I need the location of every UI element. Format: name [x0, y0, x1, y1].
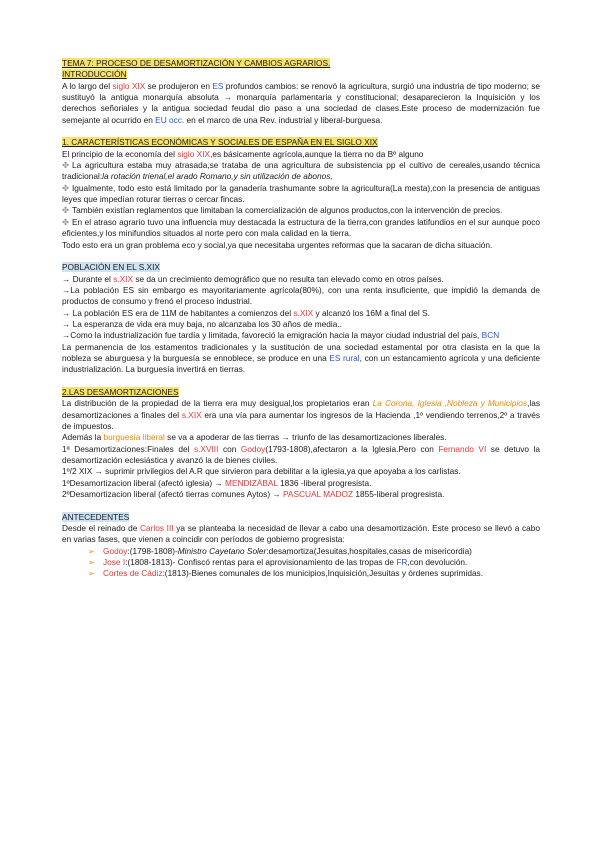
antecedentes-paragraph: Desde el reinado de Carlos III ya se planteaba la necesidad de llevar a cabo una desamortización. Este proceso se llevó a cabo en varias fases, que vienen a coincidir con períodos de gobierno progresista:: [62, 523, 540, 545]
poblacion-heading: POBLACIÓN EN EL S.XIX: [62, 262, 160, 273]
antecedentes-heading: ANTECEDENTES: [62, 511, 130, 522]
section-1-intro: El principio de la economía del siglo XIX,es básicamente agrícola,aunque la tierra no da Bº alguno: [62, 148, 424, 159]
document-page: [62, 58, 540, 580]
arrow-bullet-icon: ➢: [88, 558, 95, 568]
list-item: ✤ En el atraso agrario tuvo una influencia muy destacada la estructura de la tierra,con grandes latifundios en el sur aunque poco eficientes,y los minifundios situados al norte pero con mala calidad en la tierra.: [62, 216, 540, 239]
list-item: → Durante el s.XIX se da un crecimiento demográfico que no resulta tan elevado como en otros países.: [62, 273, 444, 284]
bullet-icon: ✤: [62, 205, 69, 216]
arrow-bullet-icon: ➢: [88, 569, 95, 579]
bullet-icon: ✤: [62, 216, 69, 227]
section-1-conclusion: Todo esto era un gran problema eco y social,ya que necesitaba urgentes reformas que la sacaran de dicha situación.: [62, 239, 493, 250]
section-2-line: Además la burguesía liberal se va a apoderar de las tierras → triunfo de las desamortizaciones liberales.: [62, 432, 447, 443]
bullet-icon: ✤: [62, 160, 69, 171]
section-2-heading: 2.LAS DESAMORTIZACIONES: [62, 386, 179, 397]
list-item: →La población ES sin embargo es mayoritariamente agrícola(80%), con una renta insuficiente, que impidió la demanda de productos de consumo y frenó el proceso industrial.: [62, 284, 540, 307]
poblacion-paragraph: La permanencia de los estamentos tradicionales y la sustitución de una sociedad estamental por otra clasista en la que la nobleza se aburguesa y la burguesía se ennoblece, se produce en una ES rural, con un estancamiento agrícola y una deficiente industrialización. La burguesía invertirá en tierras.: [62, 341, 540, 375]
section-2-line: 2ºDesamortizacion liberal (afectó tierras comunes Aytos) → PASCUAL MADOZ 1855-liberal progresista.: [62, 489, 445, 500]
page-title: TEMA 7: PROCESO DE DESAMORTIZACIÓN Y CAMBIOS AGRARIOS.: [62, 58, 331, 68]
list-item: ➢ Godoy:(1798-1808)-Ministro Cayetano Soler:desamortiza(Jesuitas,hospitales,casas de misericordia): [88, 545, 472, 556]
antecedentes-list: [88, 546, 540, 580]
section-2-line: 1ª Desamortizaciones:Finales del s.XVIII con Godoy(1793-1808),afectaron a la Iglesia.Pero con Fernando VI se detuvo la desamortización eclesiástica y avanzó la de bienes civiles.: [62, 443, 541, 466]
section-2-line: 1º/2 XIX → suprimir privilegios del A.R que sirvieron para debilitar a la iglesia,ya que apoyaba a los carlistas.: [62, 466, 461, 477]
list-item: →Como la industrialización fue tardía y limitada, favoreció la emigración hacia la mayor ciudad industrial del país, BCN: [62, 330, 500, 341]
list-item: ✤ Igualmente, todo esto está limitado por la ganadería trashumante sobre la agricultura(La mesta),con la presencia de antiguas leyes que impedían roturar tierras o cercar fincas.: [62, 182, 540, 205]
list-item: ✤ La agricultura estaba muy atrasada,se trataba de una agricultura de subsistencia pp el cultivo de cereales,usando técnica tradicional:la rotación trienal,el arado Romano,y sin utilización de abonos,: [62, 160, 540, 182]
list-item: ➢ Cortes de Cádiz:(1813)-Bienes comunales de los municipios,Inquisición,Jesuitas y órdenes suprimidas.: [88, 568, 484, 579]
bullet-icon: ✤: [62, 182, 69, 193]
section-1-heading: 1. CARACTERÍSTICAS ECONÓMICAS Y SOCIALES DE ESPAÑA EN EL SIGLO XIX: [62, 137, 378, 148]
list-item: ➢ Jose I:(1808-1813)- Confiscó rentas para el aprovisionamiento de las tropas de FR,con devolución.: [88, 557, 468, 568]
section-2-paragraph: La distribución de la propiedad de la tierra era muy desigual,los propietarios eran La Corona, Iglesia ,Nobleza y Municipios,las desamortizaciones a finales del s.XIX era una vía para aumentar los ingresos de la Hacienda ,1º vendiendo terrenos,2º a través de impuestos.: [62, 398, 540, 431]
list-item: → La esperanza de vida era muy baja, no alcanzaba los 30 años de media..: [62, 318, 342, 329]
list-item: ✤ También existían reglamentos que limitaban la comercialización de algunos productos,con la intervención de precios.: [62, 205, 503, 216]
intro-paragraph: A lo largo del siglo XIX se produjeron en ES profundos cambios: se renovó la agricultura, surgió una industria de tipo moderno; se sustituyó la antigua monarquía absoluta → monarquía parlamentaria y constitucional; desaparecieron la Inquisición y los derechos señoriales y la antigua sociedad feudal dio paso a una sociedad de clases.Este proceso de modernización fue semejante al ocurrido en EU occ. en el marco de una Rev. industrial y liberal-burguesa.: [62, 80, 540, 125]
intro-heading: INTRODUCCIÓN: [62, 69, 127, 80]
section-2-line: 1ºDesamortizacion liberal (afectó iglesia) → MENDIZÁBAL 1836 -liberal progresista.: [62, 477, 372, 488]
arrow-bullet-icon: ➢: [88, 546, 95, 556]
list-item: → La población ES era de 11M de habitantes a comienzos del s.XIX y alcanzó los 16M a final del S.: [62, 307, 430, 318]
